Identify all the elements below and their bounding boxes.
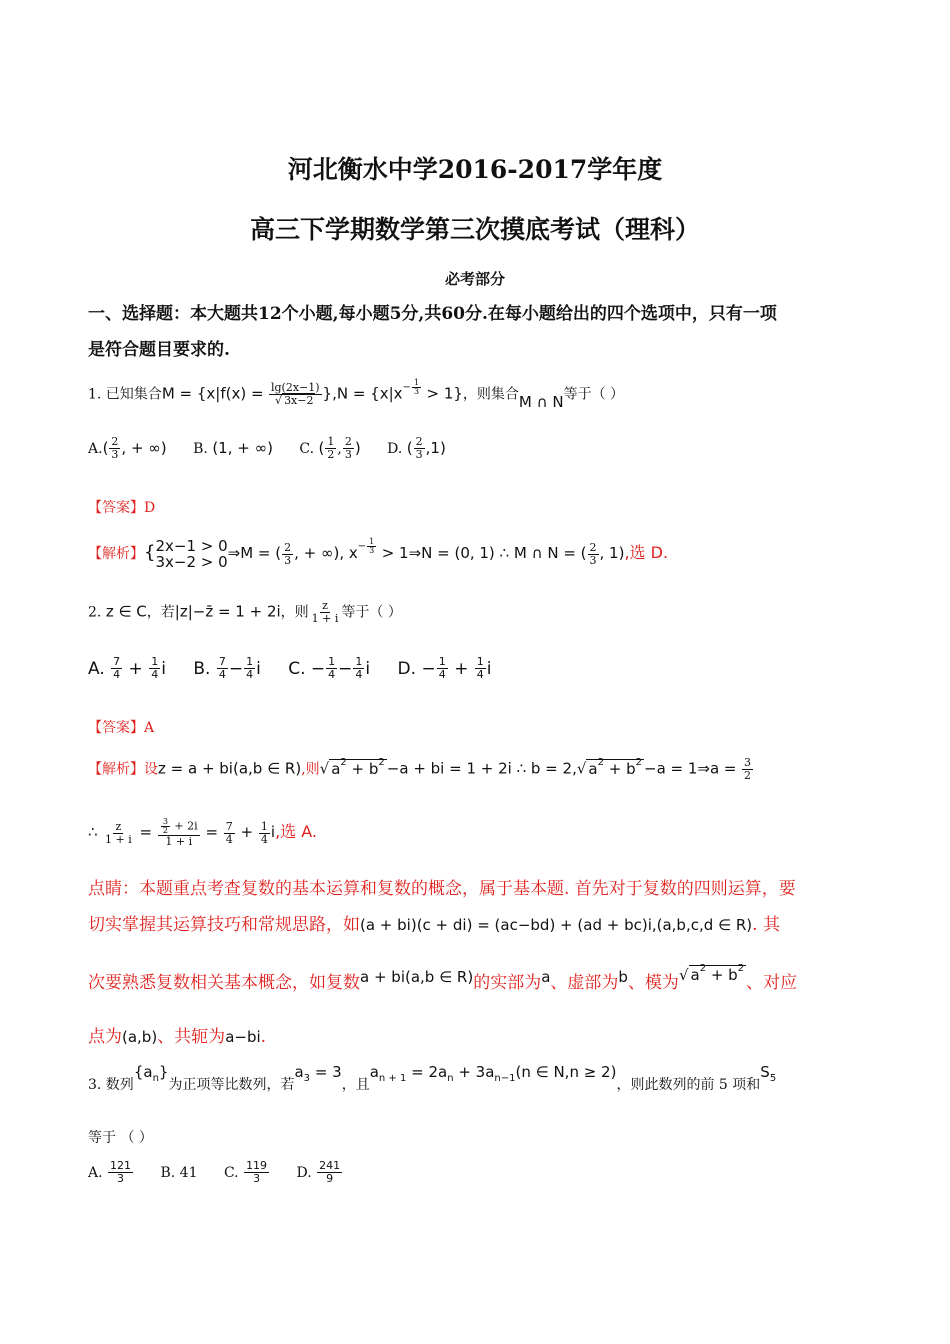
set-m: M = {x|f(x) =: [161, 384, 264, 403]
exam-title-line1: 河北衡水中学2016-2017学年度: [287, 155, 663, 184]
question-3-line2: 等于 （ ）: [88, 1130, 153, 1146]
question-3-options: A. $\frac{121}{3}$ B. 41 C. $\frac{119}{3}$ D. $\frac{241}{9}$: [88, 1159, 341, 1185]
analysis-2: 【解析】设z = a + bi(a,b ∈ R),则√ $a^2 + b^2 -a$ + bi = 1 + 2i ∴ b = 2,√ $a^2 + b^2 -a$ = 1⇒a = $\frac{3}{2}$: [88, 756, 751, 782]
question-2: 2. z ∈ C，若|z|−z̄ = 1 + 2i，则 $\frac{z}{1 + i}$ 等于（ ）: [88, 599, 402, 625]
section-heading: 必考部分: [444, 270, 505, 288]
question-2-options: A. $\frac{7}{4}$ + $\frac{1}{4}$ i B. $\frac{7}{4}$ − $\frac{1}{4}$ i C. − $\frac{1}{4}$ − $\frac{1}{4}$ i D. − $\frac{1}{4}$ + $\frac{1}{4}$ i: [88, 655, 492, 681]
exam-title-line2: 高三下学期数学第三次摸底考试（理科）: [249, 215, 700, 244]
question-1-options: A.( $\frac{2}{3}$ , + ∞) B. (1, + ∞) C. ( $\frac{1}{2}$ , $\frac{2}{3}$ ) D. ( $\frac{2}{3}$ ,1): [88, 435, 446, 461]
fraction: $\frac{\lg(2x-1)}{√ 3x-2}$: [270, 381, 320, 407]
answer-2: 【答案】A: [88, 720, 155, 736]
answer-1: 【答案】D: [88, 500, 156, 516]
question-3: 3. 数列$\{a_n\}$为正项等比数列，若$a_3 = 3$，且$a_{n + 1} = 2a_n + 3a_{n-1}(n$ ∈ N,n ≥ 2)，则此数列的前 5 项和$S_5$: [88, 1063, 777, 1093]
question-1: 1. 已知集合M = {x|f(x) = $\frac{\lg(2x-1)}{√ 3x-2}$ }$,N = \{x|x^{- \frac{1}{3}}$ > 1}，则集合M ∩ N等于（ ）: [88, 377, 625, 411]
analysis-1: 【解析】{ 2x−1 > 0 3x−2 > 0 ⇒M = ( $\frac{2}{3}$ , + ∞), $x^{- \frac{1}{3}}$ > 1⇒N = (0, 1) ∴ M ∩ N = ( $\frac{2}{3}$ , 1),选 D.: [88, 537, 669, 571]
analysis-2-cont: ∴ $\frac{z}{1 + i}$ = $\frac{3}{2}$ + 2i 1 + i = $\frac{7}{4}$ + $\frac{1}{4}$ i,选 A.: [88, 817, 317, 848]
instructions: 一、选择题：本大题共12个小题,每小题5分,共60分.在每小题给出的四个选项中，只有一项 是符合题目要求的.: [88, 304, 777, 360]
key-point-note: 点睛：本题重点考查复数的基本运算和复数的概念，属于基本题. 首先对于复数的四则运算，要 切实掌握其运算技巧和常规思路，如(a + bi)(c + di) = (ac−bd) + (ad + bc)i,(a,b,c,d ∈ R). 其 次要熟悉复数相关基本概念，如复数a + bi(a,b ∈ R)的实部为a、虚部为b、模为√ $a^2 + b^2$、对应 点为(a,b)、共轭为a−bi.: [88, 879, 798, 1047]
